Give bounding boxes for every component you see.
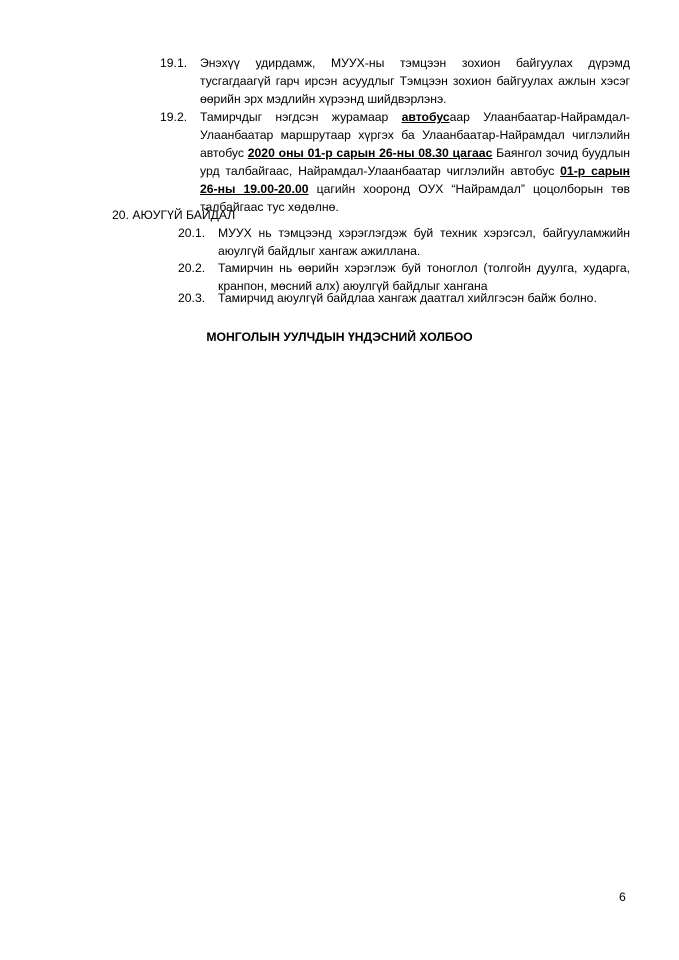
clause-text: МУУХ нь тэмцээнд хэрэглэгдэж буй техник хэрэгсэл, байгууламжийн аюулгүй байдлыг хангаж ажиллана.	[218, 226, 630, 258]
clause-text: Энэхүү удирдамж, МУУХ-ны тэмцээн зохион байгуулах дүрэмд тусгагдаагүй гарч ирсэн асуудлыг Тэмцээн зохион байгуулах ажлын хэсэг өөрийн эрх мэдлийн хүрээнд шийдвэрлэнэ.	[200, 56, 630, 106]
clause-20-3	[178, 289, 630, 307]
clause-text: Тамирчин нь өөрийн хэрэглэж буй тоноглол (толгойн дуулга, хударга, кранпон, мөсний алх) аюулгүй байдлыг хангана	[218, 261, 630, 293]
text-segment: Баянгол зочид буудлын урд талбайгаас, Найрамдал-Улаанбаатар чиглэлийн автобус	[200, 146, 630, 178]
clause-number: 20.2.	[178, 261, 206, 275]
clause-20-1	[178, 224, 630, 260]
text-segment: Тамирчдыг нэгдсэн журамаар	[200, 110, 402, 124]
clause-number: 19.2.	[160, 110, 188, 124]
emphasis-return-time: 01-р сарын 26-ны 19.00-20.00	[200, 164, 630, 196]
clause-19-2	[160, 108, 630, 216]
emphasis-bus: автобус	[401, 110, 450, 124]
clause-text: Тамирчид аюулгүй байдлаа хангаж даатгал хийлгэсэн байж болно.	[218, 291, 597, 305]
text-segment: аар Улаанбаатар-Найрамдал-Улаанбаатар маршрутаар хүргэх ба Улаанбаатар-Найрамдал чиглэлийн автобус	[200, 110, 630, 160]
clause-text	[200, 108, 630, 216]
clause-number: 20.3.	[178, 291, 206, 305]
clause-19-1	[160, 54, 630, 108]
page-number: 6	[619, 890, 626, 904]
emphasis-departure-time: 2020 оны 01-р сарын 26-ны 08.30 цагаас	[247, 146, 493, 160]
organization-title: МОНГОЛЫН УУЛЧДЫН ҮНДЭСНИЙ ХОЛБОО	[206, 330, 473, 344]
clause-number: 19.1.	[160, 56, 188, 70]
section-heading: 20. АЮУГҮЙ БАЙДАЛ	[112, 208, 236, 222]
clause-number: 20.1.	[178, 226, 206, 240]
text-segment: цагийн хооронд ОУХ “Найрамдал” цоцолборын төв талбайгаас тус хөдөлнө.	[200, 182, 630, 214]
